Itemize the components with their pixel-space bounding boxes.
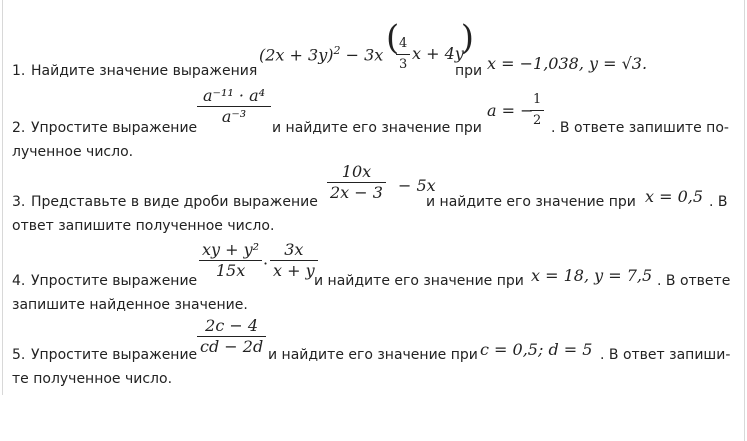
problem-2-number: 2. xyxy=(12,120,26,136)
problem-4-condition: x = 18, y = 7,5 xyxy=(531,266,653,285)
problem-4-line2: запишите найденное значение. xyxy=(12,297,248,313)
problem-3-frac-numerator: 10x xyxy=(327,162,386,183)
problem-3-fraction xyxy=(327,162,386,203)
problem-4-fraction-2 xyxy=(270,240,318,281)
problem-1-expr-c: x + 4y xyxy=(412,44,464,63)
problem-4-mid: и найдите его значение при xyxy=(314,273,524,289)
right-border xyxy=(744,0,745,441)
problem-1-fraction xyxy=(396,34,410,75)
problem-4-f2-numerator: 3x xyxy=(270,240,318,261)
problem-1-frac-denominator: 3 xyxy=(399,57,408,72)
problem-2-text: Упростите выражение xyxy=(31,120,198,136)
problem-5-number: 5. xyxy=(12,347,26,363)
problem-2-cond-fraction xyxy=(530,90,544,131)
problem-1-left-paren: ( xyxy=(386,18,400,58)
problem-1-text: Найдите значение выражения xyxy=(31,63,258,79)
problem-3-minus: − 5x xyxy=(398,176,436,195)
problem-1 xyxy=(0,0,747,79)
problem-4-f2-denominator: x + y xyxy=(273,261,315,280)
problem-2-line2: лученное число. xyxy=(12,144,134,160)
problem-4-dot: · xyxy=(263,254,269,273)
problem-5-line2: те полученное число. xyxy=(12,371,173,387)
problem-5-frac-denominator: cd − 2d xyxy=(200,337,264,356)
problem-1-right-paren: ) xyxy=(460,18,474,58)
problem-2-mid: и найдите его значение при xyxy=(272,120,482,136)
problem-5-text: Упростите выражение xyxy=(31,347,198,363)
problem-1-pri: при xyxy=(455,63,483,79)
problem-5-condition: c = 0,5; d = 5 xyxy=(480,340,593,359)
problem-2-cond-numerator: 1 xyxy=(530,90,544,111)
problem-4-text: Упростите выражение xyxy=(31,273,198,289)
problem-5-fraction xyxy=(197,316,266,357)
problem-5-frac-numerator: 2c − 4 xyxy=(197,316,266,337)
problem-3-end: . В xyxy=(709,194,728,210)
problem-2-cond-denominator: 2 xyxy=(533,113,542,128)
problem-2-end: . В ответе запишите по- xyxy=(551,120,729,136)
problem-1-frac-numerator: 4 xyxy=(396,34,410,55)
problem-1-expr-a: $(2x + 3y)^2 - 3x$ xyxy=(259,44,384,65)
problem-3-number: 3. xyxy=(12,194,26,210)
problem-1-number: 1. xyxy=(12,63,26,79)
problem-3-frac-denominator: 2x − 3 xyxy=(330,183,383,202)
problem-5-end: . В ответ запиши- xyxy=(600,347,731,363)
problem-2-frac-numerator: a⁻¹¹ · a⁴ xyxy=(197,86,271,107)
problem-4-f1-numerator: xy + y² xyxy=(199,240,262,261)
problem-3-mid: и найдите его значение при xyxy=(426,194,636,210)
problem-3-condition: x = 0,5 xyxy=(645,187,704,206)
problem-1-condition: x = −1,038, y = √3. xyxy=(487,54,648,73)
problem-4-f1-denominator: 15x xyxy=(215,261,246,280)
problem-2-cond-left: a = − xyxy=(487,101,534,120)
problem-4-number: 4. xyxy=(12,273,26,289)
problem-3-text: Представьте в виде дроби выражение xyxy=(31,194,318,210)
problem-2-frac-denominator: a⁻³ xyxy=(221,107,247,126)
problem-5-mid: и найдите его значение при xyxy=(268,347,478,363)
problem-4-fraction-1 xyxy=(199,240,262,281)
left-border xyxy=(2,0,3,395)
problem-3-line2: ответ запишите полученное число. xyxy=(12,218,275,234)
problem-2-fraction xyxy=(197,86,271,127)
problem-4-end: . В ответе xyxy=(657,273,731,289)
